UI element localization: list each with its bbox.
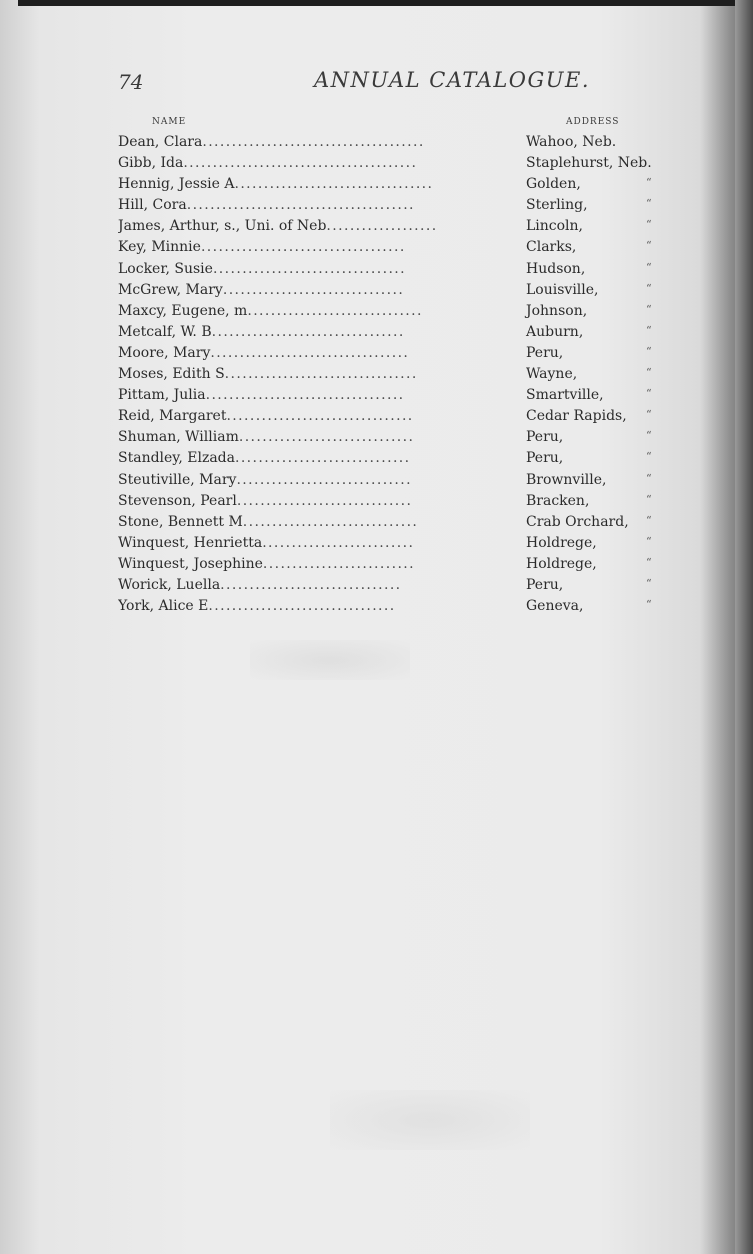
entry-name-with-leader [118, 237, 526, 258]
list-item [118, 533, 678, 554]
dot-leader: .............................. [247, 302, 423, 319]
dot-leader: .............................. [236, 471, 412, 488]
list-item [118, 385, 678, 406]
ditto-mark: “ [646, 576, 652, 590]
dot-leader: ................................... [200, 239, 406, 256]
ditto-mark: “ [646, 534, 652, 548]
entry-address: Holdrege, [526, 534, 597, 551]
entry-address: Cedar Rapids, [526, 408, 627, 425]
ditto-mark: “ [646, 513, 652, 527]
entry-name-with-leader [118, 596, 526, 617]
entry-name-with-leader [118, 322, 526, 343]
entry-name-with-leader [118, 195, 526, 216]
entry-name: Metcalf, W. B [118, 323, 212, 340]
ditto-mark: “ [646, 344, 652, 358]
ditto-mark: “ [646, 429, 652, 443]
ditto-mark: “ [646, 366, 652, 380]
ditto-mark: “ [646, 471, 652, 485]
entry-address: Golden, [526, 176, 581, 193]
dot-leader: .......................... [262, 534, 415, 551]
entry-address: Peru, [526, 429, 564, 446]
entry-name: Locker, Susie [118, 260, 213, 277]
entry-name-with-leader [118, 533, 526, 554]
dot-leader: .............................. [234, 450, 411, 467]
binding-shadow [735, 0, 753, 1254]
list-item [118, 216, 678, 237]
column-header-address: ADDRESS [566, 117, 620, 127]
list-item [118, 174, 678, 195]
dot-leader: ................................. [212, 260, 407, 277]
dot-leader: ............................... [222, 281, 405, 298]
entry-address: Johnson, [526, 302, 588, 319]
entry-name-with-leader [118, 132, 526, 153]
paper-smudge [330, 1090, 530, 1150]
entry-address: Lincoln, [526, 218, 584, 235]
entry-name: Moore, Mary [118, 344, 211, 361]
ditto-mark: “ [646, 218, 652, 232]
entry-name: Shuman, William [118, 429, 239, 446]
list-item [118, 554, 678, 575]
ditto-mark: “ [646, 408, 652, 422]
entry-name: McGrew, Mary [118, 281, 223, 298]
list-item [118, 596, 678, 617]
dot-leader: .......................... [262, 555, 415, 572]
entry-name: James, Arthur, s., Uni. of Neb [118, 218, 327, 235]
ditto-mark: “ [646, 197, 652, 211]
entry-name-with-leader [118, 448, 526, 469]
entry-name: Worick, Luella [118, 576, 221, 593]
entry-address: Holdrege, [526, 555, 597, 572]
entry-address: Brownville, [526, 471, 607, 488]
entry-name-with-leader [118, 575, 526, 596]
entry-name-with-leader [118, 259, 526, 280]
ditto-mark: “ [646, 387, 652, 401]
entry-address: Staplehurst, Neb. [526, 155, 652, 172]
ditto-mark: “ [646, 323, 652, 337]
entry-name-with-leader [118, 512, 526, 533]
list-item [118, 364, 678, 385]
ditto-mark: “ [646, 260, 652, 274]
list-item [118, 132, 678, 153]
entry-name-with-leader [118, 216, 526, 237]
running-title: ANNUAL CATALOGUE. [314, 68, 591, 92]
entry-name: Reid, Margaret [118, 408, 227, 425]
entry-address: Crab Orchard, [526, 513, 629, 530]
dot-leader: ............................... [220, 576, 402, 593]
entry-name: Hill, Cora [118, 197, 187, 214]
list-item [118, 427, 678, 448]
dot-leader: ................................ [208, 598, 396, 615]
entry-name-with-leader [118, 364, 526, 385]
entry-name-with-leader [118, 406, 526, 427]
entry-address: Smartville, [526, 387, 604, 404]
entry-name: Winquest, Josephine [118, 555, 263, 572]
entry-name: Moses, Edith S [118, 366, 225, 383]
entry-name-with-leader [118, 491, 526, 512]
list-item [118, 237, 678, 258]
entry-name: Steutiville, Mary [118, 471, 237, 488]
list-item [118, 301, 678, 322]
entry-name-with-leader [118, 470, 526, 491]
list-item [118, 343, 678, 364]
entry-name: Standley, Elzada [118, 450, 235, 467]
ditto-mark: “ [646, 598, 652, 612]
page-header [118, 68, 638, 98]
entry-name: Key, Minnie [118, 239, 201, 256]
ditto-mark: “ [646, 176, 652, 190]
entry-address: Geneva, [526, 598, 584, 615]
entry-name: Maxcy, Eugene, m [118, 302, 248, 319]
entry-name: Pittam, Julia [118, 387, 206, 404]
entry-address: Auburn, [526, 323, 584, 340]
dot-leader: ........................................ [183, 155, 418, 172]
dot-leader: ................................. [224, 366, 418, 383]
entry-name-with-leader [118, 385, 526, 406]
dot-leader: ................... [326, 218, 438, 235]
list-item [118, 575, 678, 596]
directory-list [118, 132, 678, 617]
list-item [118, 195, 678, 216]
entry-name-with-leader [118, 301, 526, 322]
entry-name: Gibb, Ida [118, 155, 184, 172]
dot-leader: ................................ [226, 408, 414, 425]
entry-name: Hennig, Jessie A [118, 176, 235, 193]
list-item [118, 259, 678, 280]
dot-leader: .................................. [210, 344, 410, 361]
page-top-edge [18, 0, 753, 6]
list-item [118, 512, 678, 533]
paper-smudge [250, 640, 410, 680]
entry-name: Winquest, Henrietta [118, 534, 263, 551]
list-item [118, 406, 678, 427]
dot-leader: .................................. [205, 387, 405, 404]
entry-name: Dean, Clara [118, 134, 203, 150]
entry-name-with-leader [118, 174, 526, 195]
dot-leader: ....................................... [186, 197, 415, 214]
entry-address: Sterling, [526, 197, 588, 214]
entry-name: Stevenson, Pearl [118, 492, 237, 509]
dot-leader: ................................. [211, 323, 405, 340]
entry-name-with-leader [118, 153, 526, 174]
ditto-mark: “ [646, 450, 652, 464]
entry-address: Peru, [526, 450, 564, 467]
entry-name-with-leader [118, 554, 526, 575]
entry-name-with-leader [118, 280, 526, 301]
entry-address: Clarks, [526, 239, 577, 256]
dot-leader: .............................. [236, 492, 413, 509]
list-item [118, 280, 678, 301]
entry-address: Louisville, [526, 281, 599, 298]
dot-leader: .................................. [234, 176, 434, 193]
dot-leader: .............................. [238, 429, 415, 446]
ditto-mark: “ [646, 492, 652, 506]
entry-address: Peru, [526, 344, 564, 361]
ditto-mark: “ [646, 555, 652, 569]
list-item [118, 153, 678, 174]
entry-name-with-leader [118, 343, 526, 364]
list-item [118, 470, 678, 491]
page-number: 74 [118, 70, 144, 94]
dot-leader: .............................. [242, 513, 419, 530]
entry-address: Bracken, [526, 492, 590, 509]
dot-leader: ...................................... [202, 134, 425, 150]
entry-name: Stone, Bennett M [118, 513, 243, 530]
ditto-mark: “ [646, 281, 652, 295]
entry-address: Wayne, [526, 366, 578, 383]
ditto-mark: “ [646, 239, 652, 253]
entry-name-with-leader [118, 427, 526, 448]
column-header-name: NAME [152, 117, 187, 127]
ditto-mark: “ [646, 302, 652, 316]
list-item [118, 491, 678, 512]
entry-name: York, Alice E [118, 598, 209, 615]
list-item [118, 448, 678, 469]
entry-address: Peru, [526, 576, 564, 593]
list-item [118, 322, 678, 343]
entry-address: Wahoo, Neb. [526, 134, 617, 150]
entry-address: Hudson, [526, 260, 586, 277]
